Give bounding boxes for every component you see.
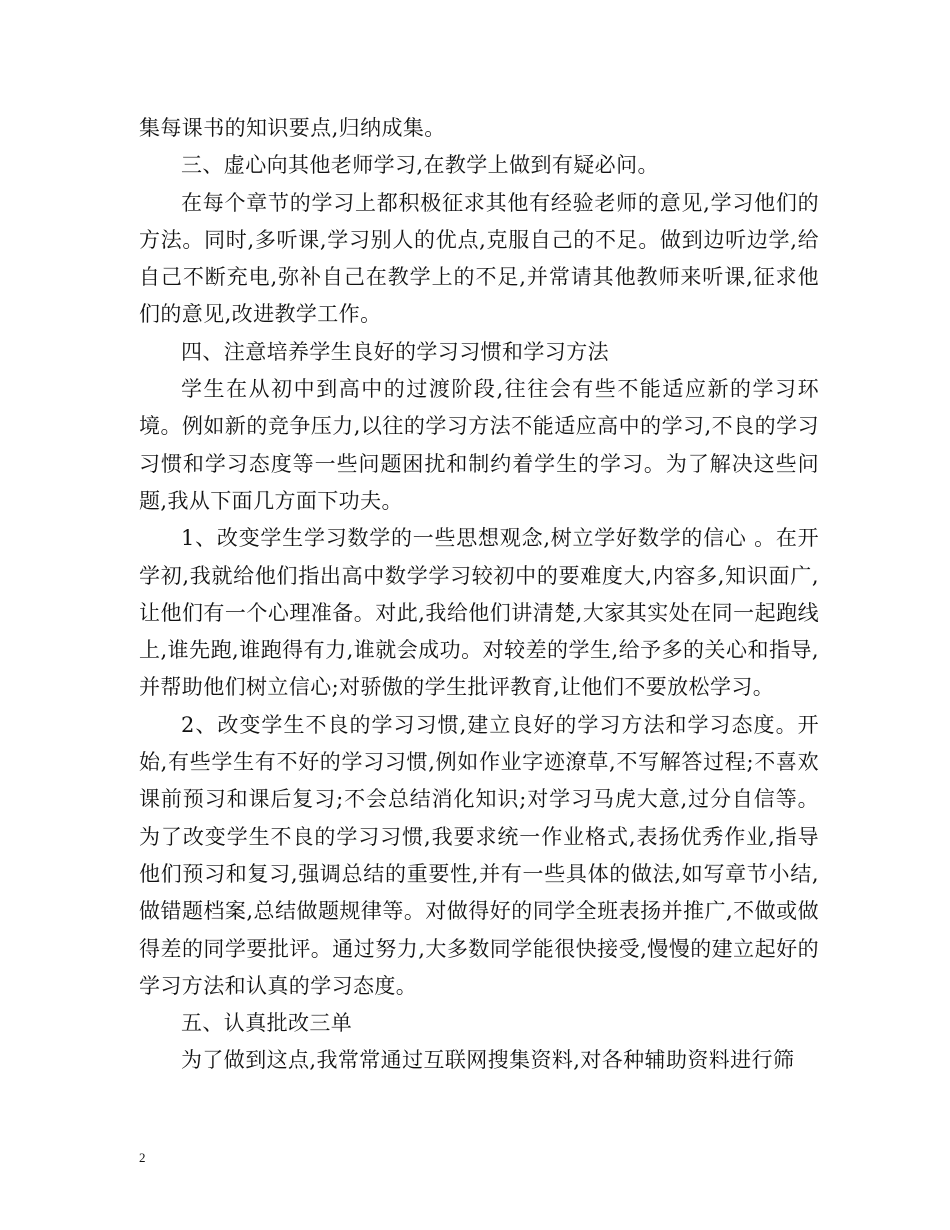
section-heading-5: 五、认真批改三单 (181, 1011, 353, 1036)
paragraph-point-2: 2、改变学生不良的学习习惯,建立良好的学习方法和学习态度。开始,有些学生有不好的学习习惯,例如作业字迹潦草,不写解答过程;不喜欢课前预习和课后复习;不会总结消化知识;对学习马虎大意,过分自信等。为了改变学生不良的学习习惯,我要求统一作业格式,表扬优秀作业,指导他们预习和复习,强调总结的重要性,并有一些具体的做法,如写章节小结,做错题档案,总结做题规律等。对做得好的同学全班表扬并推广,不做或做得差的同学要批评。通过努力,大多数同学能很快接受,慢慢的建立起好的学习方法和认真的学习态度。 (139, 712, 819, 998)
section-heading-4: 四、注意培养学生良好的学习习惯和学习方法 (181, 339, 609, 364)
section-heading-3: 三、虚心向其他老师学习,在教学上做到有疑必问。 (181, 153, 659, 178)
page-number: 2 (139, 1150, 146, 1165)
paragraph-learn-from-teachers: 在每个章节的学习上都积极征求其他有经验老师的意见,学习他们的方法。同时,多听课,学习别人的优点,克服自己的不足。做到边听边学,给自己不断充电,弥补自己在教学上的不足,并常请其他教师来听课,征求他们的意见,改进教学工作。 (139, 190, 819, 327)
paragraph-continuation: 集每课书的知识要点,归纳成集。 (139, 116, 446, 140)
paragraph-transition-stage: 学生在从初中到高中的过渡阶段,往往会有些不能适应新的学习环境。例如新的竞争压力,以往的学习方法不能适应高中的学习,不良的学习习惯和学习态度等一些问题困扰和制约着学生的学习。为了解决这些问题,我从下面几方面下功夫。 (139, 377, 819, 513)
paragraph-internet-materials: 为了做到这点,我常常通过互联网搜集资料,对各种辅助资料进行筛 (181, 1048, 795, 1073)
paragraph-point-1: 1、改变学生学习数学的一些思想观念,树立学好数学的信心 。在开学初,我就给他们指出高中数学学习较初中的要难度大,内容多,知识面广,让他们有一个心理准备。对此,我给他们讲清楚,大家其实处在同一起跑线上,谁先跑,谁跑得有力,谁就会成功。对较差的学生,给予多的关心和指导,并帮助他们树立信心;对骄傲的学生批评教育,让他们不要放松学习。 (139, 526, 819, 700)
document-body (139, 110, 819, 1080)
